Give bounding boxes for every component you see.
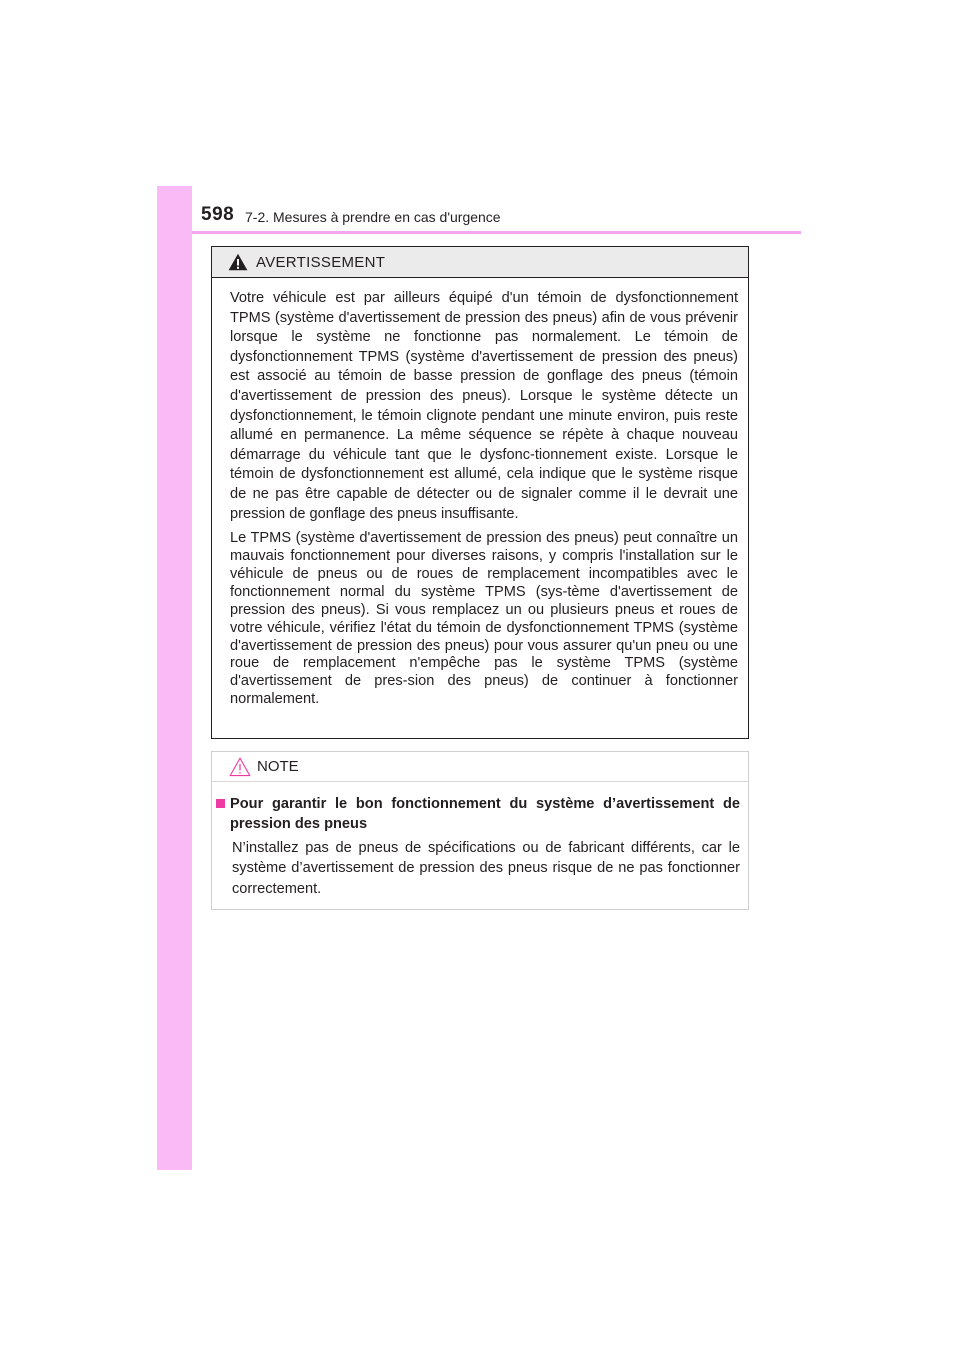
- note-subheading: [216, 794, 740, 834]
- warning-header: [212, 247, 748, 278]
- page-number: 598: [201, 204, 235, 225]
- note-paragraph: N’installez pas de pneus de spécifications ou de fabricant différents, car le système d’avertissement de pression des pneus risque de ne pas fonctionner correctement.: [232, 840, 740, 897]
- warning-title: AVERTISSEMENT: [256, 253, 386, 271]
- side-tab-band: [157, 186, 192, 1170]
- note-subheading-text: Pour garantir le bon fonctionnement du système d’avertissement de pression des pneus: [230, 796, 740, 832]
- note-body: [212, 782, 748, 899]
- header-rule: [192, 231, 801, 234]
- warning-triangle-icon: [228, 253, 248, 271]
- note-box: [211, 751, 749, 910]
- caution-triangle-outline-icon: [229, 757, 251, 777]
- note-header: [212, 752, 748, 782]
- square-bullet-icon: [216, 799, 225, 808]
- warning-paragraph: Votre véhicule est par ailleurs équipé d'un témoin de dysfonctionnement TPMS (système d'avertissement de pression des pneus) afin de vous prévenir lorsque le système ne fonctionne pas normalement. Le témoin de dysfonctionnement TPMS (système d'avertissement de pression des pneus) est associé au témoin de basse pression de gonflage des pneus (témoin d'avertissement de pression des pneus). Lorsque le système détecte un dysfonctionnement, le témoin clignote pendant une minute environ, puis reste allumé en permanence. La même séquence se répète à chaque nouveau démarrage du véhicule tant que le dysfonc-tionnement existe. Lorsque le témoin de dysfonctionnement est allumé, cela indique que le système risque de ne pas être capable de détecter ou de signaler comme il le devrait une pression de gonflage des pneus insuffisante.: [230, 290, 738, 522]
- note-title: NOTE: [257, 758, 299, 775]
- warning-paragraph: Le TPMS (système d'avertissement de pression des pneus) peut connaître un mauvais fonctionnement pour diverses raisons, y compris l'installation sur le véhicule de pneus ou de roues de remplacement incompatibles avec le fonctionnement normal du système TPMS (sys-tème d'avertissement de pression des pneus). Si vous remplacez un ou plusieurs pneus et roues de votre véhicule, vérifiez l'état du témoin de dysfonctionnement TPMS (système d'avertissement de pression des pneus) pour vous assurer qu'un pneu ou une roue de remplacement n'empêche pas le système TPMS (système d'avertissement de pres-sion des pneus) de continuer à fonctionner normalement.: [230, 530, 738, 708]
- warning-box: [211, 246, 749, 739]
- section-title: 7-2. Mesures à prendre en cas d'urgence: [245, 209, 501, 225]
- warning-body: [212, 278, 748, 709]
